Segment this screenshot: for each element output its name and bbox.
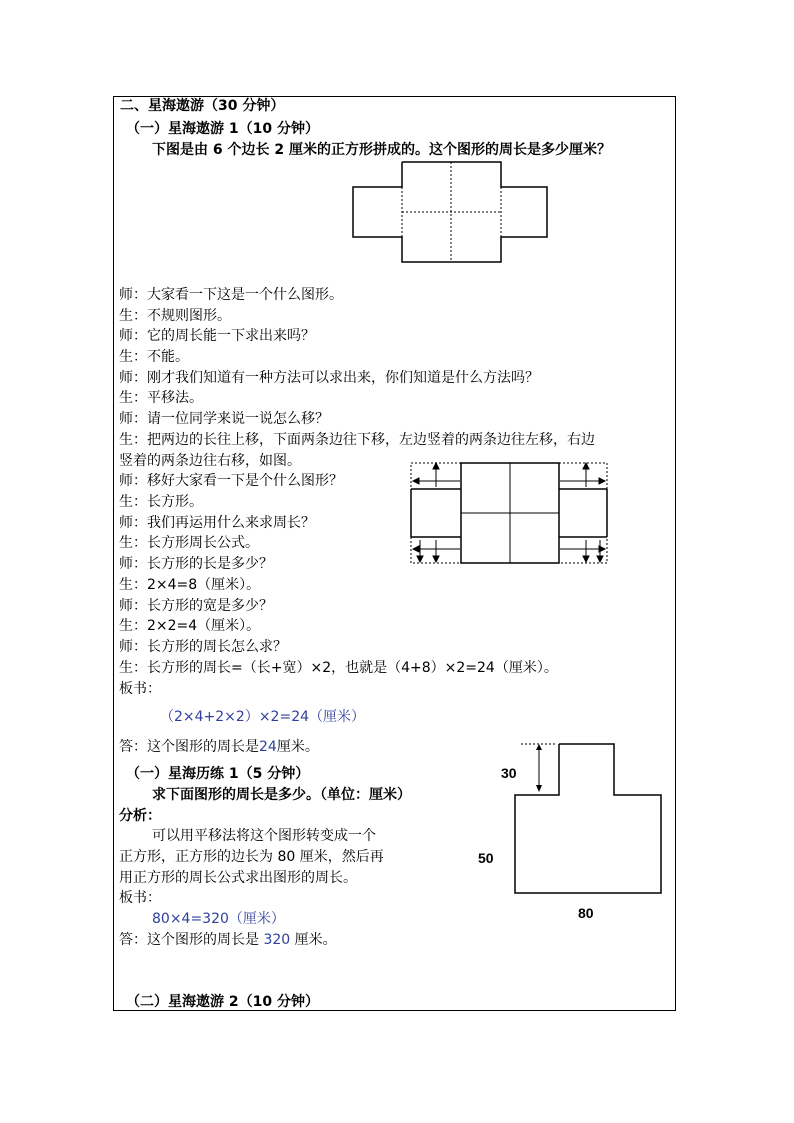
- dim-left-label: 50: [478, 850, 494, 866]
- answer-2-value: 320: [263, 932, 291, 948]
- practice1-question: 求下面图形的周长是多少。（单位：厘米）: [152, 787, 411, 803]
- board-label-2: 板书：: [119, 890, 161, 906]
- board-formula-1: （2×4+2×2）×2=24（厘米）: [160, 709, 366, 725]
- dialogue-line: 生：平移法。: [119, 390, 203, 406]
- dialogue-line: 师：请一位同学来说一说怎么移？: [119, 411, 329, 427]
- dialogue-line: 师：移好大家看一下是个什么图形？: [119, 473, 343, 489]
- board-formula-2: 80×4=320（厘米）: [152, 911, 285, 927]
- analysis-line-1: 可以用平移法将这个图形转变成一个: [152, 828, 376, 844]
- section-title: 二、星海遨游（30 分钟）: [120, 98, 285, 114]
- dialogue-line: 板书：: [119, 681, 161, 697]
- answer-1-value: 24: [259, 739, 277, 755]
- dialogue-line: 生：把两边的长往上移，下面两条边往下移，左边竖着的两条边往左移，右边: [119, 432, 595, 448]
- practice1-heading: （一）星海历练 1（5 分钟）: [126, 766, 310, 782]
- answer-1: [119, 738, 319, 756]
- dialogue-line: 生：不规则图形。: [119, 308, 231, 324]
- analysis-label: 分析：: [119, 808, 161, 824]
- dim-top-label: 30: [501, 765, 517, 781]
- part1-heading: （一）星海遨游 1（10 分钟）: [126, 121, 319, 137]
- dialogue-line: 生：长方形周长公式。: [119, 535, 259, 551]
- dialogue-line: 师：它的周长能一下求出来吗？: [119, 328, 315, 344]
- answer-2-suffix: 厘米。: [290, 932, 337, 948]
- analysis-line-3: 用正方形的周长公式求出图形的周长。: [119, 870, 357, 886]
- dialogue-line: 师：大家看一下这是一个什么图形。: [119, 287, 343, 303]
- dialogue-line: 师：长方形的周长怎么求？: [119, 639, 287, 655]
- part1-question: 下图是由 6 个边长 2 厘米的正方形拼成的。这个图形的周长是多少厘米？: [152, 142, 611, 158]
- dialogue-line: 生：长方形的周长=（长+宽）×2，也就是（4+8）×2=24（厘米）。: [119, 660, 558, 676]
- dialogue-line: 师：刚才我们知道有一种方法可以求出来，你们知道是什么方法吗？: [119, 370, 539, 386]
- answer-2-prefix: 答：这个图形的周长是: [119, 932, 264, 948]
- part2-heading: （二）星海遨游 2（10 分钟）: [126, 994, 319, 1010]
- answer-2: [119, 931, 337, 949]
- dim-bottom-label: 80: [578, 905, 594, 921]
- dialogue-line: 竖着的两条边往右移，如图。: [119, 453, 301, 469]
- dialogue-line: 师：长方形的长是多少？: [119, 556, 273, 572]
- dialogue-line: 师：长方形的宽是多少？: [119, 598, 273, 614]
- dialogue-line: 生：不能。: [119, 349, 189, 365]
- analysis-line-2: 正方形，正方形的边长为 80 厘米，然后再: [119, 849, 384, 865]
- dialogue-line: 生：2×2=4（厘米）。: [119, 618, 261, 634]
- answer-1-prefix: 答：这个图形的周长是: [119, 739, 259, 755]
- answer-1-suffix: 厘米。: [276, 739, 319, 755]
- dialogue-line: 师：我们再运用什么来求周长？: [119, 515, 315, 531]
- dialogue-line: 生：长方形。: [119, 494, 203, 510]
- dialogue-line: 生：2×4=8（厘米）。: [119, 577, 261, 593]
